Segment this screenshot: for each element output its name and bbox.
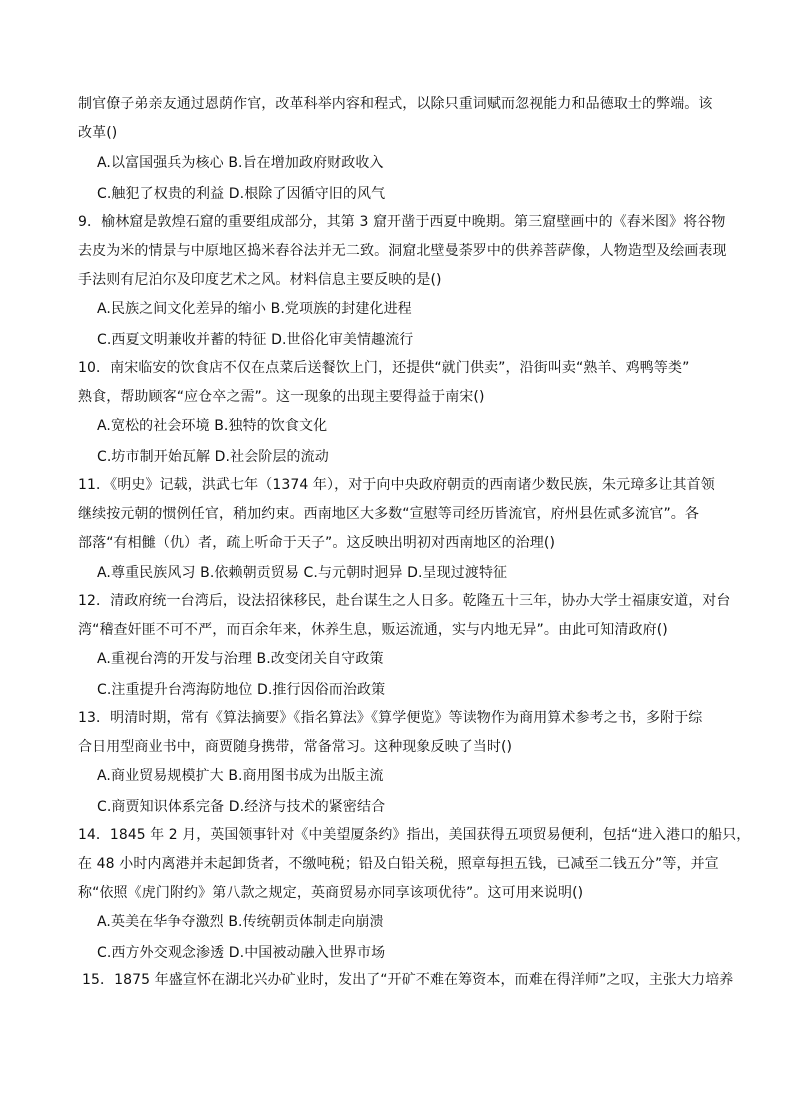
q14-text-line-2: 在 48 小时内离港并未起卸货者，不缴吨税；铅及白铅关税，照章每担五钱，已减至二钱五分”等，并宣	[78, 856, 719, 872]
q9-text-line-3: 手法则有尼泊尔及印度艺术之风。材料信息主要反映的是()	[78, 272, 442, 288]
q11-text-line-1: 11．《明史》记载，洪武七年（1374 年），对于向中央政府朝贡的西南诸少数民族，朱元璋多让其首领	[78, 477, 715, 493]
q14-text-line-1: 14．1845 年 2 月，英国领事针对《中美望厦条约》指出，美国获得五项贸易便利，包括“进入港口的船只，	[78, 827, 751, 843]
q13-options-ab: A.商业贸易规模扩大 B.商用图书成为出版主流	[97, 768, 384, 784]
q12-text-line-2: 湾“稽查奸匪不可不严，而百余年来，休养生息，贩运流通，实与内地无异”。由此可知清政府()	[78, 622, 668, 638]
q9-text-line-2: 去皮为米的情景与中原地区捣米舂谷法并无二致。洞窟北壁曼荼罗中的供养菩萨像，人物造型及绘画表现	[78, 243, 727, 259]
q13-text-line-2: 合日用型商业书中，商贾随身携带，常备常习。这种现象反映了当时()	[78, 739, 513, 755]
q15-text-line-1: 15．1875 年盛宣怀在湖北兴办矿业时，发出了“开矿不难在筹资本，而难在得洋师”之叹，主张大力培养	[82, 972, 734, 988]
q8-text-line-2: 改革()	[78, 125, 118, 141]
q12-text-line-1: 12．清政府统一台湾后，设法招徕移民，赴台谋生之人日多。乾隆五十三年，协办大学士福康安道，对台	[78, 593, 731, 609]
q10-text-line-1: 10．南宋临安的饮食店不仅在点菜后送餐饮上门，还提供“就门供卖”，沿街叫卖“熟羊、鸡鸭等类”	[78, 360, 690, 376]
q9-options-ab: A.民族之间文化差异的缩小 B.党项族的封建化进程	[97, 301, 412, 317]
q13-options-cd: C.商贾知识体系完备 D.经济与技术的紧密结合	[97, 799, 386, 815]
q10-options-ab: A.宽松的社会环境 B.独特的饮食文化	[97, 418, 328, 434]
q14-options-ab: A.英美在华争夺激烈 B.传统朝贡体制走向崩溃	[97, 914, 384, 930]
q14-text-line-3: 称“依照《虎门附约》第八款之规定，英商贸易亦同享该项优待”。这可用来说明()	[78, 885, 584, 901]
q11-text-line-3: 部落“有相雠（仇）者，疏上听命于天子”。这反映出明初对西南地区的治理()	[78, 535, 556, 551]
q8-options-ab: A.以富国强兵为核心 B.旨在增加政府财政收入	[97, 155, 384, 171]
q10-text-line-2: 熟食，帮助顾客“应仓卒之需”。这一现象的出现主要得益于南宋()	[78, 389, 485, 405]
q11-text-line-2: 继续按元朝的惯例任官，稍加约束。西南地区大多数“宣慰等司经历皆流官，府州县佐贰多流官”。各	[78, 506, 700, 522]
q8-text-line-1: 制官僚子弟亲友通过恩荫作官，改革科举内容和程式，以除只重词赋而忽视能力和品德取士的弊端。该	[78, 96, 713, 112]
q8-options-cd: C.触犯了权贵的利益 D.根除了因循守旧的风气	[97, 186, 386, 202]
q10-options-cd: C.坊市制开始瓦解 D.社会阶层的流动	[97, 449, 329, 465]
q13-text-line-1: 13．明清时期，常有《算法摘要》《指名算法》《算学便览》等读物作为商用算术参考之书，多附于综	[78, 710, 703, 726]
q11-options: A.尊重民族风习 B.依赖朝贡贸易 C.与元朝时迥异 D.呈现过渡特征	[97, 565, 508, 581]
q9-options-cd: C.西夏文明兼收并蓄的特征 D.世俗化审美情趣流行	[97, 332, 414, 348]
q9-text-line-1: 9．榆林窟是敦煌石窟的重要组成部分，其第 3 窟开凿于西夏中晚期。第三窟壁画中的《舂米图》将谷物	[78, 214, 726, 230]
q12-options-ab: A.重视台湾的开发与治理 B.改变闭关自守政策	[97, 651, 384, 667]
q14-options-cd: C.西方外交观念渗透 D.中国被动融入世界市场	[97, 945, 386, 961]
q12-options-cd: C.注重提升台湾海防地位 D.推行因俗而治政策	[97, 682, 386, 698]
